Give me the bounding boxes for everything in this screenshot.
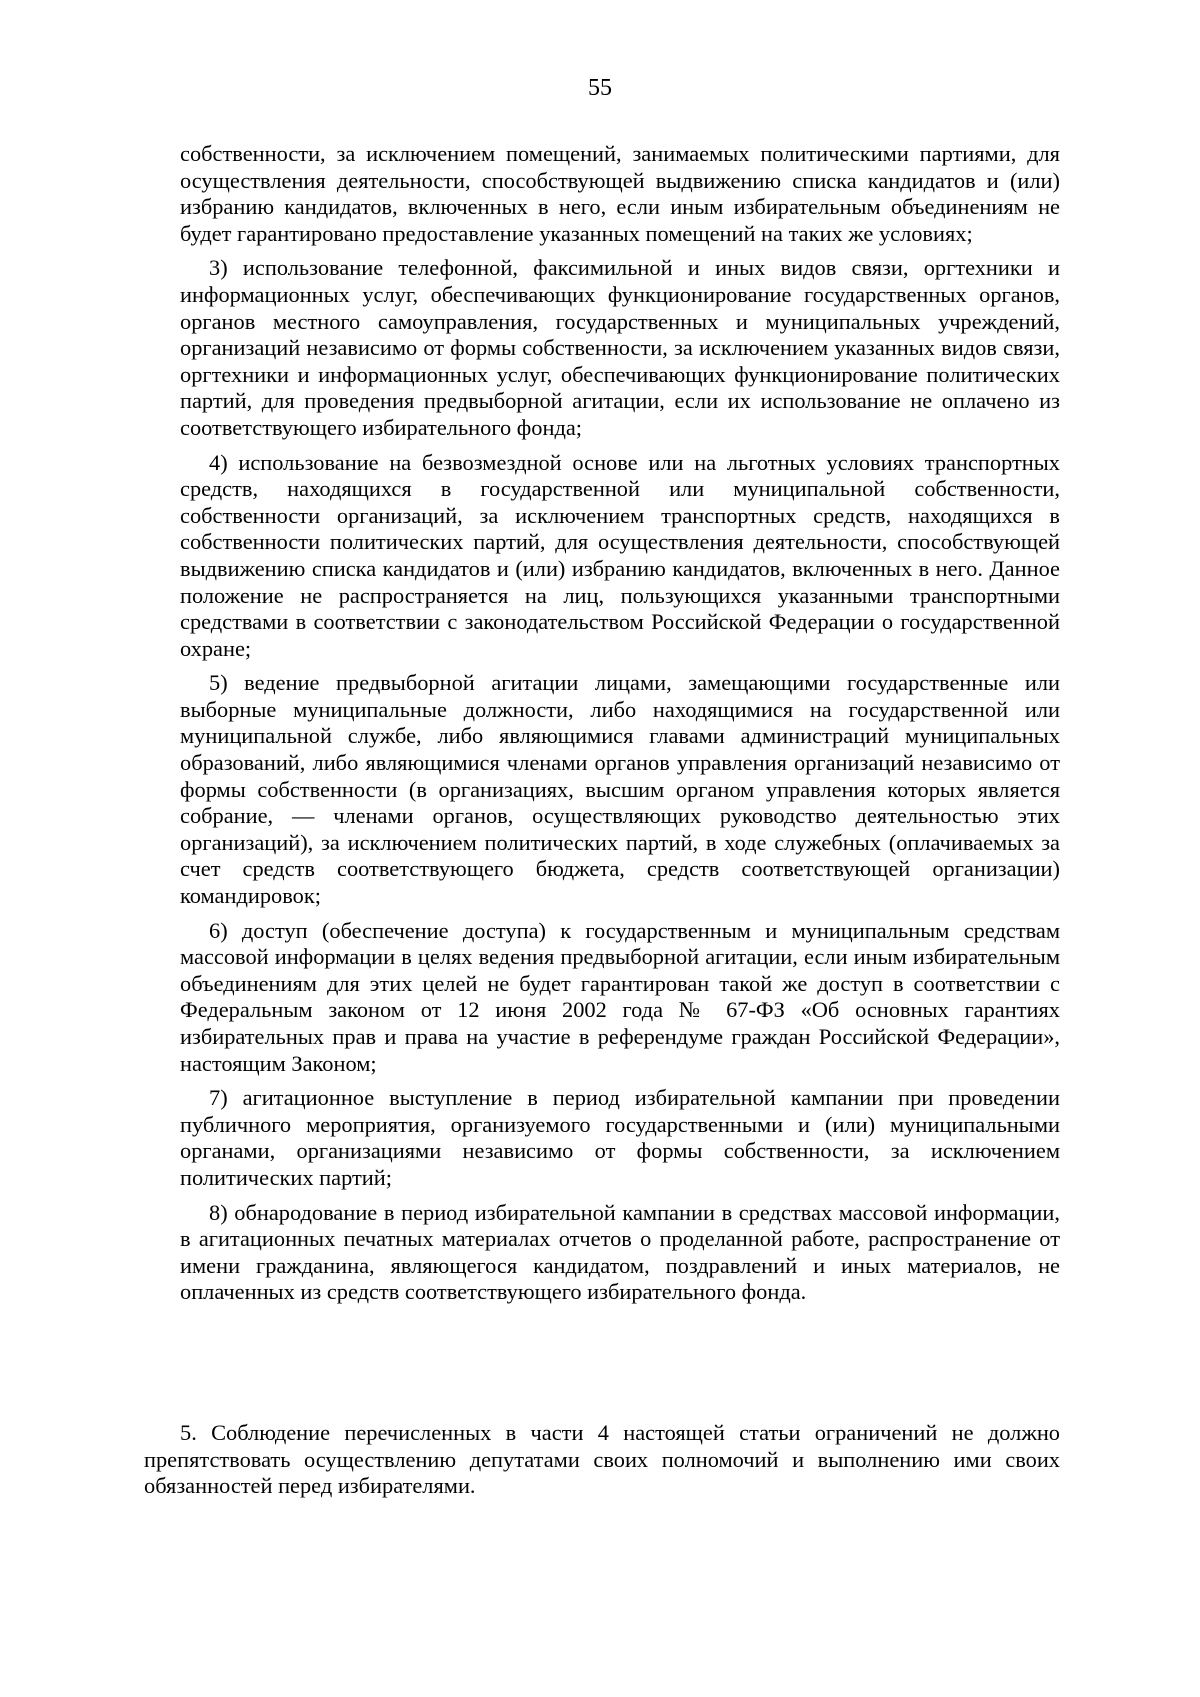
list-body — [180, 141, 1060, 1314]
list-item-7: 7) агитационное выступление в период избирательной кампании при проведении публичного мероприятия, организуемого государственными и (или) муниципальными органами, организациями независимо от формы собственности, за исключением политических партий; — [180, 1085, 1060, 1190]
section-5 — [144, 1420, 1060, 1500]
list-item-5: 5) ведение предвыборной агитации лицами, замещающими государственные или выборные муниципальные должности, либо находящимися на государственной или муниципальной службе, либо являющимися главами администраций муниципальных образований, либо являющимися членами органов управления организаций независимо от формы собственности (в организациях, высшим органом управления которых является собрание, — членами органов, осуществляющих руководство деятельностью этих организаций), за исключением политических партий, в ходе служебных (оплачиваемых за счет средств соответствующего бюджета, средств соответствующей организации) командировок; — [180, 670, 1060, 909]
list-item-4: 4) использование на безвозмездной основе или на льготных условиях транспортных средств, находящихся в государственной или муниципальной собственности, собственности организаций, за исключением транспортных средств, находящихся в собственности политических партий, для осуществления деятельности, способствующей выдвижению списка кандидатов и (или) избранию кандидатов, включенных в него. Данное положение не распространяется на лиц, пользующихся указанными транспортными средствами в соответствии с законодательством Российской Федерации о государственной охране; — [180, 449, 1060, 661]
section-5-paragraph: 5. Соблюдение перечисленных в части 4 настоящей статьи ограничений не должно препятствовать осуществлению депутатами своих полномочий и выполнению ими своих обязанностей перед избирателями. — [144, 1420, 1060, 1499]
paragraph-continuation: собственности, за исключением помещений, занимаемых политическими партиями, для осуществления деятельности, способствующей выдвижению списка кандидатов и (или) избранию кандидатов, включенных в него, если иным избирательным объединениям не будет гарантировано предоставление указанных помещений на таких же условиях; — [180, 141, 1060, 246]
list-item-3: 3) использование телефонной, факсимильной и иных видов связи, оргтехники и информационных услуг, обеспечивающих функционирование государственных органов, органов местного самоуправления, государственных и муниципальных учреждений, организаций независимо от формы собственности, за исключением указанных видов связи, оргтехники и информационных услуг, обеспечивающих функционирование политических партий, для проведения предвыборной агитации, если их использование не оплачено из соответствующего избирательного фонда; — [180, 255, 1060, 440]
list-item-6: 6) доступ (обеспечение доступа) к государственным и муниципальным средствам массовой информации в целях ведения предвыборной агитации, если иным избирательным объединениям для этих целей не будет гарантирован такой же доступ в соответствии с Федеральным законом от 12 июня 2002 года № 67-ФЗ «Об основных гарантиях избирательных прав и права на участие в референдуме граждан Российской Федерации», настоящим Законом; — [180, 917, 1060, 1076]
list-item-8: 8) обнародование в период избирательной кампании в средствах массовой информации, в агитационных печатных материалах отчетов о проделанной работе, распространение от имени гражданина, являющегося кандидатом, поздравлений и иных материалов, не оплаченных из средств соответствующего избирательного фонда. — [180, 1199, 1060, 1305]
page-number: 55 — [588, 75, 612, 101]
